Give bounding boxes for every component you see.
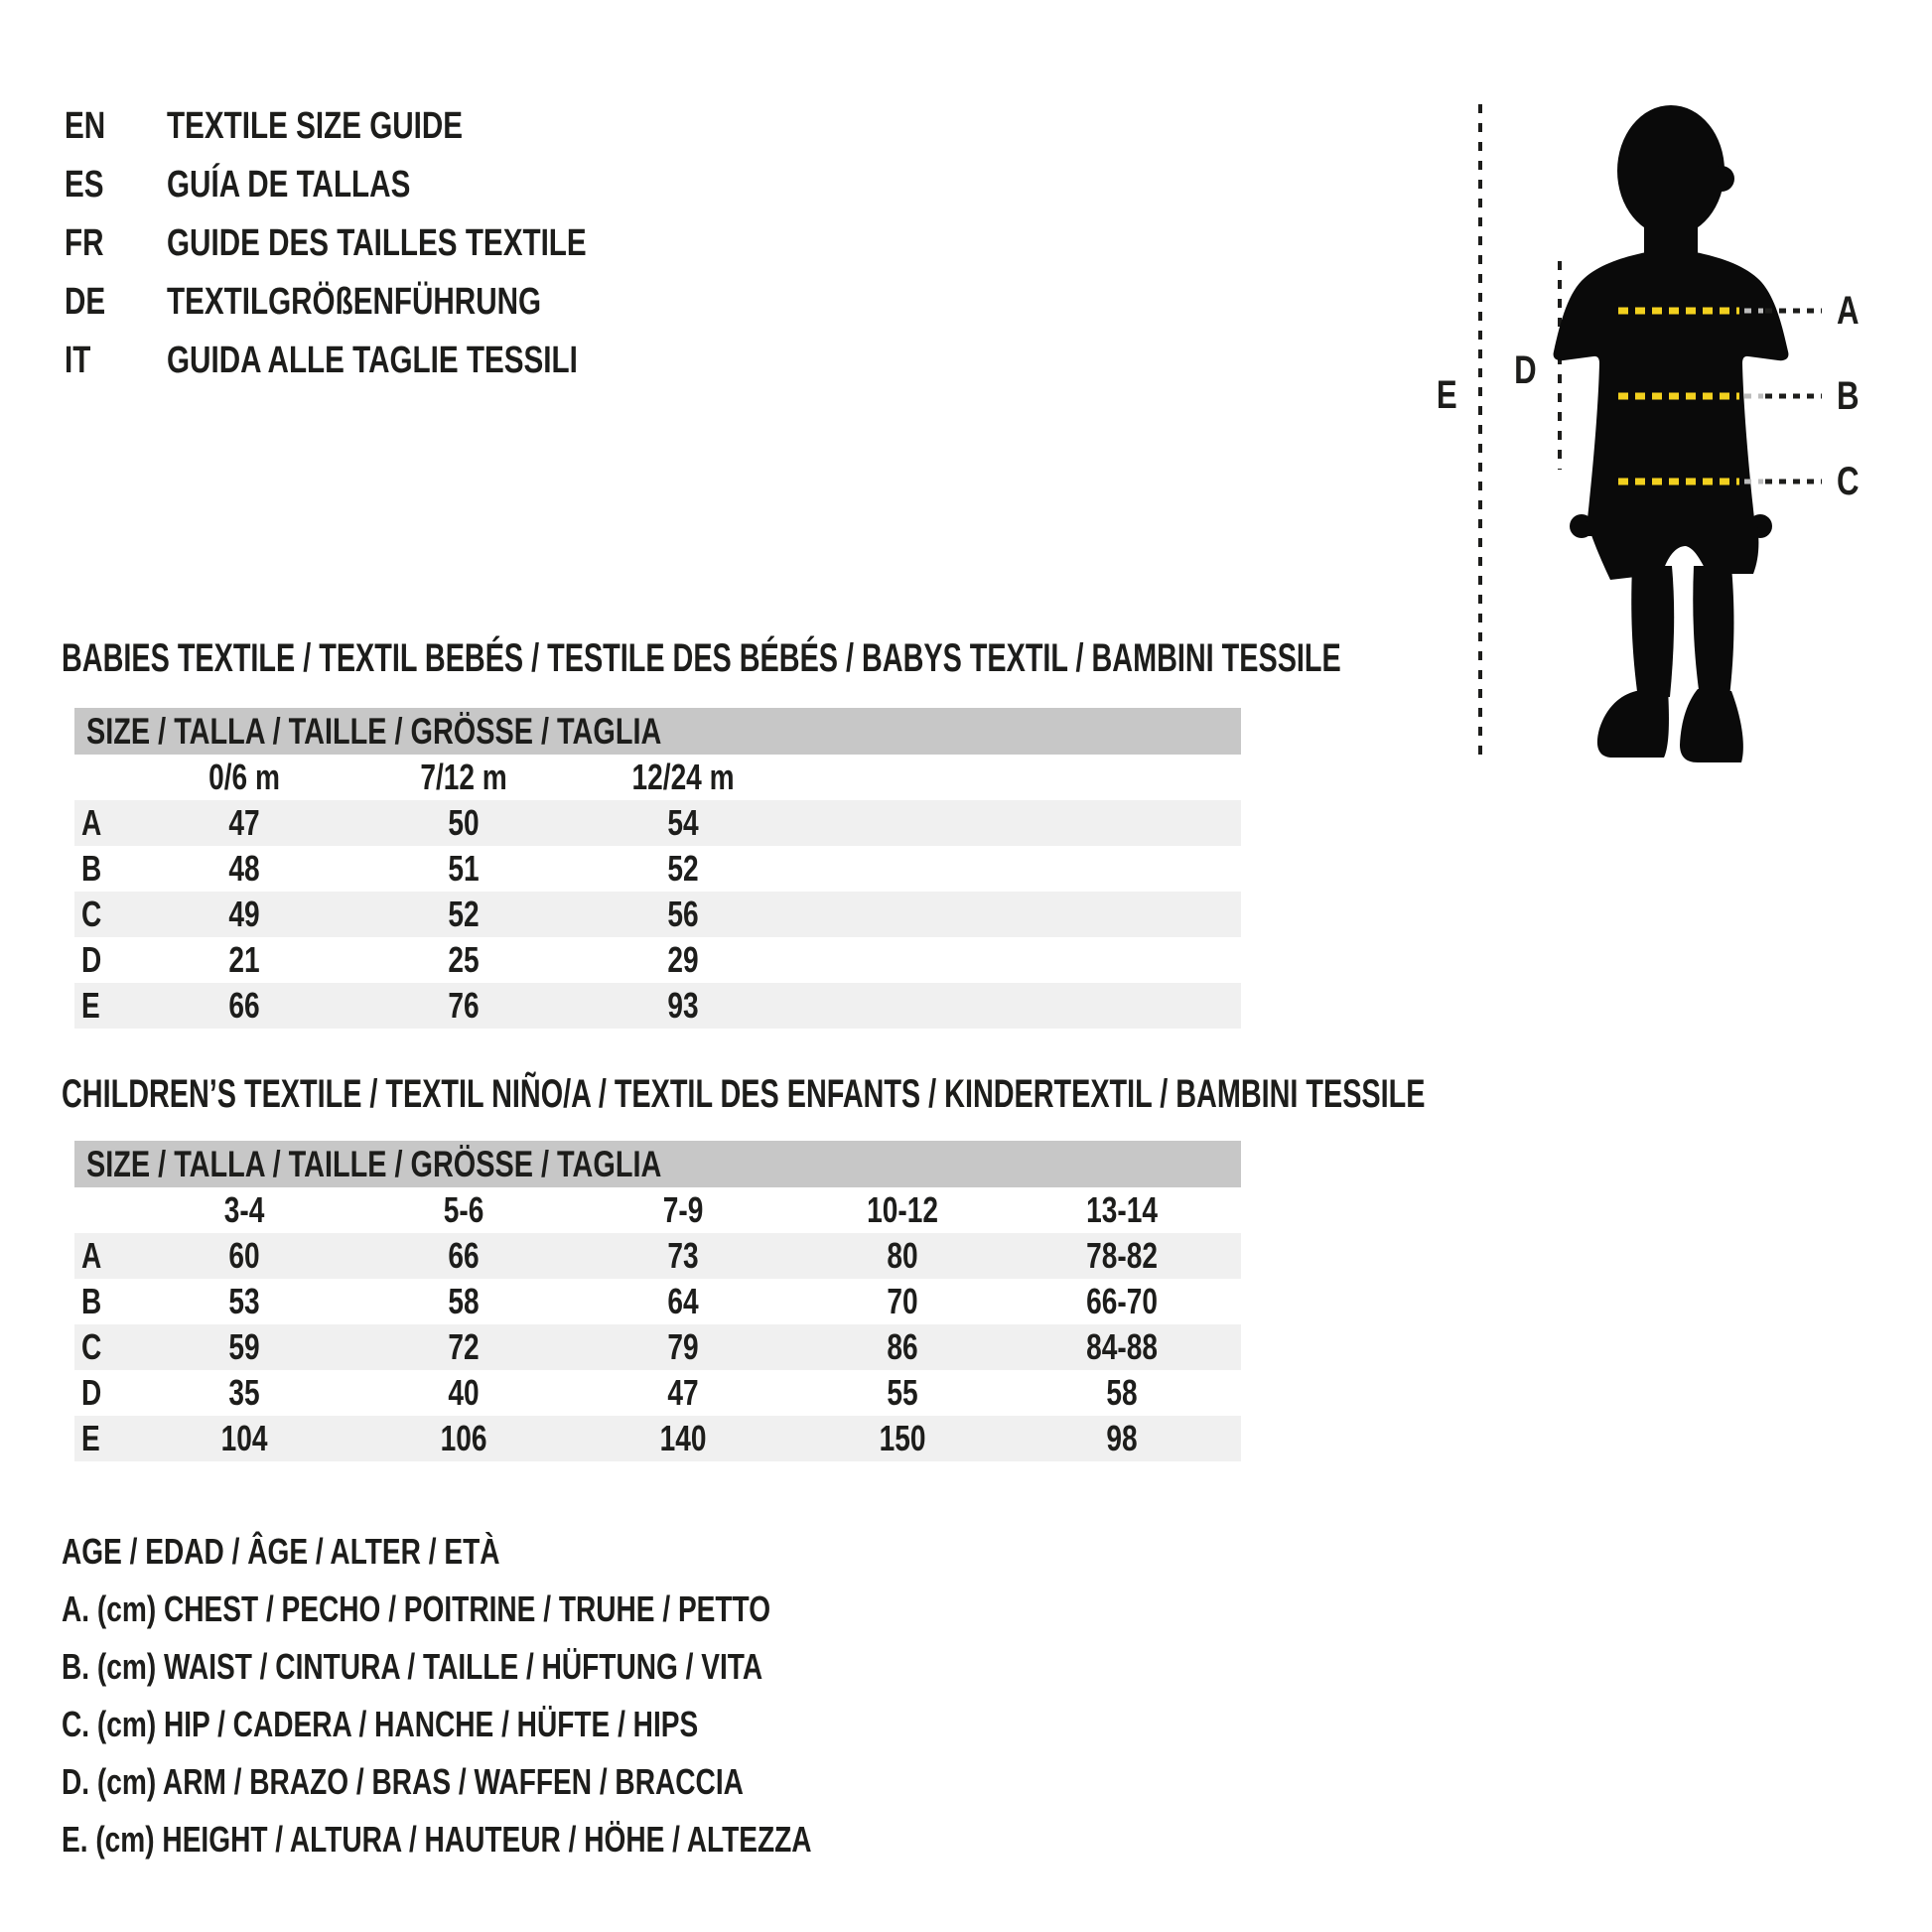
babies-column-header-row xyxy=(74,755,1241,800)
table-cell xyxy=(574,1416,793,1461)
cell-text: 55 xyxy=(887,1372,919,1413)
legend-text: D. (cm) ARM / BRAZO / BRAS / WAFFEN / BRACCIA xyxy=(62,1761,744,1802)
cell-text: 59 xyxy=(228,1326,261,1367)
row-label-text: E xyxy=(81,1418,100,1458)
row-label-text: B xyxy=(81,1281,102,1321)
row-label-text: E xyxy=(81,985,100,1026)
column-header xyxy=(574,755,793,800)
lang-row-es xyxy=(65,161,480,208)
lang-code-text: IT xyxy=(65,340,91,381)
legend-text: AGE / EDAD / ÂGE / ALTER / ETÀ xyxy=(62,1531,500,1572)
table-cell xyxy=(135,983,354,1029)
table-cell xyxy=(354,800,574,846)
table-row xyxy=(74,892,1241,937)
row-label xyxy=(74,1370,135,1416)
cell-text: 50 xyxy=(448,802,481,843)
column-header-text: 3-4 xyxy=(224,1189,265,1230)
column-header xyxy=(354,1187,574,1233)
table-row xyxy=(74,1279,1241,1324)
cell-text: 60 xyxy=(228,1235,261,1276)
column-header xyxy=(135,1187,354,1233)
cell-text: 70 xyxy=(887,1281,919,1321)
cell-text: 47 xyxy=(667,1372,700,1413)
table-cell xyxy=(574,1324,793,1370)
table-cell xyxy=(354,1279,574,1324)
lang-row-en xyxy=(65,102,546,150)
row-label-text: B xyxy=(81,848,102,889)
cell-text: 52 xyxy=(448,894,481,934)
table-cell xyxy=(793,1279,1013,1324)
cell-text: 93 xyxy=(667,985,700,1026)
size-header-text: SIZE / TALLA / TAILLE / GRÖSSE / TAGLIA xyxy=(86,711,662,752)
column-header-text: 7-9 xyxy=(663,1189,704,1230)
cell-text: 58 xyxy=(448,1281,481,1321)
legend-arm xyxy=(62,1758,936,1806)
babies-section-heading xyxy=(62,634,1839,682)
lang-code-text: EN xyxy=(65,105,106,147)
cell-text: 66 xyxy=(228,985,261,1026)
babies-heading-text: BABIES TEXTILE / TEXTIL BEBÉS / TESTILE DES BÉBÉS / BABYS TEXTIL / BAMBINI TESSILE xyxy=(62,636,1341,680)
children-section-heading xyxy=(62,1070,1932,1118)
label-waist-b xyxy=(1837,372,1865,420)
legend-text: C. (cm) HIP / CADERA / HANCHE / HÜFTE / HIPS xyxy=(62,1704,699,1744)
column-header-text: 5-6 xyxy=(444,1189,484,1230)
row-label xyxy=(74,1233,135,1279)
lang-title: GUÍA DE TALLAS xyxy=(167,164,411,206)
legend-age xyxy=(62,1528,623,1576)
cell-text: 47 xyxy=(228,802,261,843)
label-a-text: A xyxy=(1837,289,1860,333)
column-header-text: 12/24 m xyxy=(631,757,736,797)
babies-size-table xyxy=(74,708,1241,1029)
table-cell xyxy=(354,1416,574,1461)
legend-text: E. (cm) HEIGHT / ALTURA / HAUTEUR / HÖHE / ALTEZZA xyxy=(62,1819,812,1860)
table-cell xyxy=(793,1324,1013,1370)
table-cell xyxy=(135,800,354,846)
lang-code-text: DE xyxy=(65,281,106,323)
lang-title: GUIDE DES TAILLES TEXTILE xyxy=(167,222,587,264)
children-column-header-row xyxy=(74,1187,1241,1233)
table-cell xyxy=(135,846,354,892)
row-label xyxy=(74,983,135,1029)
cell-text: 79 xyxy=(667,1326,700,1367)
table-cell xyxy=(574,937,793,983)
cell-text: 78-82 xyxy=(1086,1235,1159,1276)
cell-text: 53 xyxy=(228,1281,261,1321)
cell-text: 76 xyxy=(448,985,481,1026)
cell-text: 21 xyxy=(228,939,261,980)
table-cell xyxy=(135,1233,354,1279)
table-cell xyxy=(574,983,793,1029)
table-cell xyxy=(574,846,793,892)
cell-text: 51 xyxy=(448,848,481,889)
column-header xyxy=(135,755,354,800)
cell-text: 56 xyxy=(667,894,700,934)
cell-text: 66 xyxy=(448,1235,481,1276)
table-cell xyxy=(1013,1233,1232,1279)
size-header-bar xyxy=(74,708,1241,755)
table-cell xyxy=(354,1370,574,1416)
cell-text: 104 xyxy=(221,1418,268,1458)
label-chest-a xyxy=(1837,287,1865,335)
lang-code xyxy=(65,161,167,208)
table-row xyxy=(74,846,1241,892)
column-header xyxy=(574,1187,793,1233)
label-height-e xyxy=(1427,371,1466,419)
legend-text: A. (cm) CHEST / PECHO / POITRINE / TRUHE / PETTO xyxy=(62,1588,771,1629)
lang-title: TEXTILE SIZE GUIDE xyxy=(167,105,464,147)
table-cell xyxy=(135,892,354,937)
row-label-text: A xyxy=(81,1235,102,1276)
column-header xyxy=(793,1187,1013,1233)
column-header xyxy=(354,755,574,800)
table-cell xyxy=(574,892,793,937)
cell-text: 49 xyxy=(228,894,261,934)
column-header-text: 13-14 xyxy=(1086,1189,1159,1230)
table-cell xyxy=(574,1279,793,1324)
legend-hip xyxy=(62,1701,878,1748)
row-label xyxy=(74,1324,135,1370)
label-hip-c xyxy=(1837,458,1865,505)
cell-text: 86 xyxy=(887,1326,919,1367)
lang-row-it xyxy=(65,337,694,384)
lang-code-text: FR xyxy=(65,222,104,264)
table-cell xyxy=(354,1233,574,1279)
lang-code xyxy=(65,219,167,267)
table-row xyxy=(74,800,1241,846)
row-label-text: A xyxy=(81,802,102,843)
lang-code xyxy=(65,102,167,150)
cell-text: 52 xyxy=(667,848,700,889)
table-cell xyxy=(574,1233,793,1279)
size-header-text: SIZE / TALLA / TAILLE / GRÖSSE / TAGLIA xyxy=(86,1144,662,1184)
legend-height xyxy=(62,1816,1024,1863)
table-row xyxy=(74,1233,1241,1279)
children-heading-text: CHILDREN’S TEXTILE / TEXTIL NIÑO/A / TEXTIL DES ENFANTS / KINDERTEXTIL / BAMBINI TESSILE xyxy=(62,1072,1426,1116)
cell-text: 106 xyxy=(441,1418,487,1458)
column-header xyxy=(1013,1187,1232,1233)
table-row xyxy=(74,1370,1241,1416)
cell-text: 66-70 xyxy=(1086,1281,1159,1321)
row-label-text: D xyxy=(81,1372,102,1413)
cell-text: 140 xyxy=(660,1418,707,1458)
table-row xyxy=(74,937,1241,983)
legend-chest xyxy=(62,1586,970,1633)
lang-code xyxy=(65,337,167,384)
table-cell xyxy=(135,1324,354,1370)
row-label xyxy=(74,892,135,937)
lang-row-de xyxy=(65,278,646,326)
cell-text: 73 xyxy=(667,1235,700,1276)
cell-text: 54 xyxy=(667,802,700,843)
table-row xyxy=(74,983,1241,1029)
table-cell xyxy=(793,1416,1013,1461)
column-header-text: 10-12 xyxy=(867,1189,939,1230)
row-label xyxy=(74,846,135,892)
table-cell xyxy=(1013,1416,1232,1461)
row-label-text: D xyxy=(81,939,102,980)
table-cell xyxy=(574,800,793,846)
cell-text: 64 xyxy=(667,1281,700,1321)
cell-text: 150 xyxy=(880,1418,926,1458)
row-label-text: C xyxy=(81,894,102,934)
cell-text: 40 xyxy=(448,1372,481,1413)
table-cell xyxy=(354,937,574,983)
label-b-text: B xyxy=(1837,374,1860,418)
table-cell xyxy=(793,1370,1013,1416)
table-cell xyxy=(354,892,574,937)
table-cell xyxy=(135,1370,354,1416)
legend-waist xyxy=(62,1643,960,1691)
table-cell xyxy=(354,983,574,1029)
lang-row-fr xyxy=(65,219,705,267)
table-cell xyxy=(1013,1279,1232,1324)
lang-code-text: ES xyxy=(65,164,104,206)
label-e-text: E xyxy=(1436,373,1457,417)
size-header-bar xyxy=(74,1141,1241,1187)
column-header-text: 7/12 m xyxy=(420,757,508,797)
column-header-text: 0/6 m xyxy=(208,757,281,797)
table-cell xyxy=(354,846,574,892)
legend-text: B. (cm) WAIST / CINTURA / TAILLE / HÜFTUNG / VITA xyxy=(62,1646,763,1687)
table-cell xyxy=(574,1370,793,1416)
table-cell xyxy=(793,1233,1013,1279)
table-row xyxy=(74,1324,1241,1370)
lang-title: GUIDA ALLE TAGLIE TESSILI xyxy=(167,340,578,381)
cell-text: 58 xyxy=(1106,1372,1139,1413)
cell-text: 98 xyxy=(1106,1418,1139,1458)
table-cell xyxy=(1013,1324,1232,1370)
cell-text: 84-88 xyxy=(1086,1326,1159,1367)
cell-text: 72 xyxy=(448,1326,481,1367)
table-cell xyxy=(135,1416,354,1461)
children-size-table xyxy=(74,1141,1241,1461)
row-label xyxy=(74,937,135,983)
corner-cell xyxy=(74,755,135,800)
lang-title: TEXTILGRÖßENFÜHRUNG xyxy=(167,281,542,323)
table-cell xyxy=(1013,1370,1232,1416)
cell-text: 35 xyxy=(228,1372,261,1413)
row-label-text: C xyxy=(81,1326,102,1367)
cell-text: 48 xyxy=(228,848,261,889)
cell-text: 25 xyxy=(448,939,481,980)
table-row xyxy=(74,1416,1241,1461)
table-cell xyxy=(135,937,354,983)
label-d-text: D xyxy=(1513,348,1537,392)
row-label xyxy=(74,1279,135,1324)
label-c-text: C xyxy=(1837,460,1860,503)
lang-code xyxy=(65,278,167,326)
label-arm-d xyxy=(1505,346,1545,394)
cell-text: 29 xyxy=(667,939,700,980)
corner-cell xyxy=(74,1187,135,1233)
table-cell xyxy=(354,1324,574,1370)
row-label xyxy=(74,800,135,846)
cell-text: 80 xyxy=(887,1235,919,1276)
row-label xyxy=(74,1416,135,1461)
table-cell xyxy=(135,1279,354,1324)
